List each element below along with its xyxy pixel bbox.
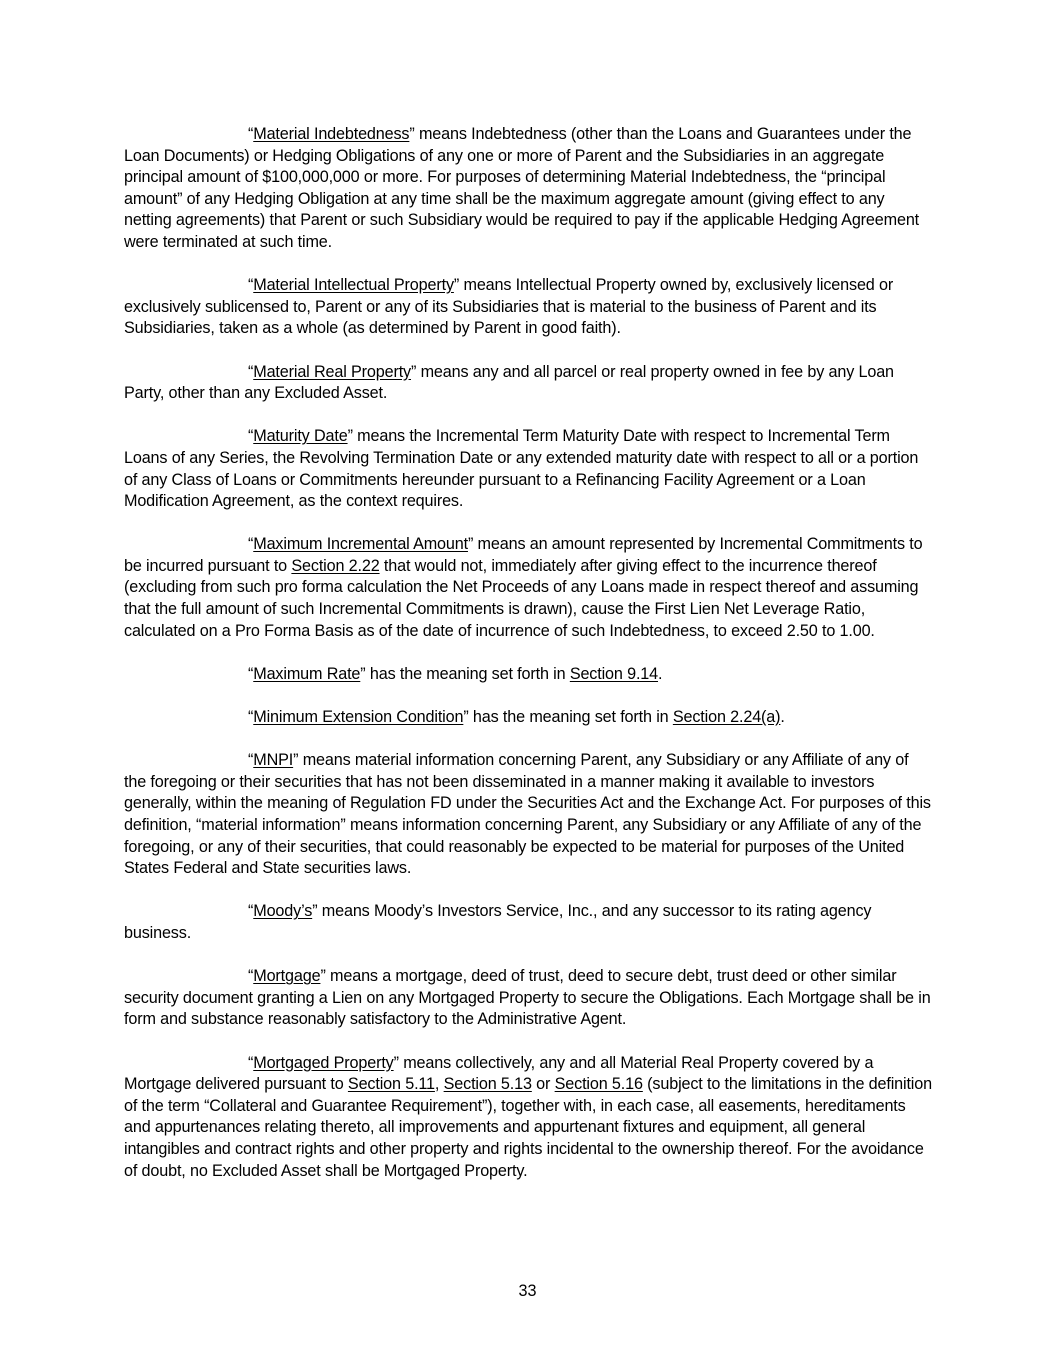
definition-text: ” means any and all parcel or real property owned in fee by any Loan Party, other than any Excluded Asset. (124, 362, 894, 403)
definition-mortgaged-property (124, 1053, 934, 1183)
definition-text: . (658, 664, 663, 683)
definition-text: ” means collectively, any and all Material Real Property covered by a Mortgage delivered pursuant to (124, 1053, 874, 1094)
separator: , (434, 1075, 444, 1094)
section-reference-link[interactable]: Section 5.16 (554, 1075, 643, 1094)
open-quote: “ (248, 125, 254, 143)
defined-term: Maturity Date (253, 427, 348, 446)
definition-text: ” means the Incremental Term Maturity Date with respect to Incremental Term Loans of any Series, the Revolving Termination Date or any extended maturity date with respect to all or a portion of any Class of Loans or Commitments hereunder pursuant to a Refinancing Facility Agreement or a Loan Modification Agreement, as the context requires. (124, 427, 919, 511)
definition-text: ” means a mortgage, deed of trust, deed to secure debt, trust deed or other similar security document granting a Lien on any Mortgaged Property to secure the Obligations. Each Mortgage shall be in form and substance reasonably satisfactory to the Administrative Agent. (124, 967, 931, 1029)
open-quote: “ (248, 664, 254, 683)
section-reference-link[interactable]: Section 2.22 (291, 556, 380, 575)
document-body (124, 124, 934, 1204)
open-quote: “ (248, 362, 254, 381)
defined-term: Material Intellectual Property (253, 276, 454, 295)
page-number: 33 (518, 1282, 537, 1300)
definition-text: ” has the meaning set forth in (360, 664, 570, 683)
definition-mnpi (124, 750, 934, 880)
definition-material-intellectual-property (124, 275, 934, 340)
definition-text: ” means Indebtedness (other than the Loans and Guarantees under the Loan Documents) or Hedging Obligations of any one or more of Parent and the Subsidiaries in an aggregate principal amount of $100,000,000 or more. For purposes of determining Material Indebtedness, the “principal amount” of any Hedging Obligation at any time shall be the maximum aggregate amount (giving effect to any netting agreements) that Parent or such Subsidiary would be required to pay if the applicable Hedging Agreement were terminated at such time. (124, 125, 920, 251)
definition-text: ” means material information concerning Parent, any Subsidiary or any Affiliate of any of the foregoing or their securities that has not been disseminated in a manner making it available to investors generally, within the meaning of Regulation FD under the Securities Act and the Exchange Act. For purposes of this definition, “material information” means information concerning Parent, any Subsidiary or any Affiliate of any of the foregoing, or any of their securities, that could reasonably be expected to be material for purposes of the United States Federal and State securities laws. (124, 751, 931, 878)
open-quote: “ (248, 902, 254, 921)
definition-text: business. (124, 923, 192, 942)
definition-minimum-extension-condition (124, 707, 934, 729)
definition-text: ” means Intellectual Property owned by, exclusively licensed or exclusively sublicensed to, Parent or any of its Subsidiaries that is material to the business of Parent and its Subsidiaries, taken as a whole (as determined by Parent in good faith). (124, 276, 894, 338)
definition-maximum-rate (124, 664, 934, 686)
definition-maximum-incremental-amount (124, 534, 934, 642)
open-quote: “ (248, 276, 254, 295)
definition-text: ” means an amount represented by Incremental Commitments to be incurred pursuant to (124, 535, 923, 575)
open-quote: “ (248, 751, 254, 770)
definition-mortgage (124, 966, 934, 1031)
defined-term: Maximum Rate (253, 664, 361, 683)
open-quote: “ (248, 708, 254, 727)
open-quote: “ (248, 1053, 254, 1072)
defined-term: Maximum Incremental Amount (253, 535, 468, 554)
section-reference-link[interactable]: Section 5.13 (443, 1075, 532, 1094)
separator: or (531, 1075, 555, 1094)
definition-text: (subject to the limitations in the definition of the term “Collateral and Guarantee Requirement”), together with, in each case, all easements, hereditaments and appurtenances relating thereto, all improvements and appurtenant fixtures and equipment, all general intangibles and contract rights and other property and rights incidental to the ownership thereof. For the avoidance of doubt, no Excluded Asset shall be Mortgaged Property. (124, 1075, 932, 1180)
defined-term: Mortgage (253, 967, 321, 986)
section-reference-link[interactable]: Section 9.14 (569, 664, 659, 683)
section-reference-link[interactable]: Section 5.11 (347, 1075, 435, 1094)
definition-text: . (780, 708, 785, 727)
defined-term: Minimum Extension Condition (253, 708, 464, 727)
open-quote: “ (248, 427, 254, 446)
defined-term: Mortgaged Property (253, 1053, 394, 1072)
open-quote: “ (248, 967, 254, 986)
definition-text: that would not, immediately after giving effect to the incurrence thereof (excluding from such pro forma calculation the Net Proceeds of any Loans made in respect thereof and assuming that the full amount of such Incremental Commitments is drawn), cause the First Lien Net Leverage Ratio, calculated on a Pro Forma Basis as of the date of incurrence of such Indebtedness, to exceed 2.50 to 1.00. (124, 556, 919, 640)
open-quote: “ (248, 535, 254, 554)
defined-term: Material Indebtedness (253, 125, 410, 143)
definition-moodys (124, 901, 934, 944)
section-reference-link[interactable]: Section 2.24(a) (672, 708, 781, 727)
definition-text: ” has the meaning set forth in (463, 708, 673, 727)
definition-text: ” means Moody’s Investors Service, Inc., and any successor to its rating agency (312, 902, 872, 921)
definition-material-real-property (124, 362, 934, 405)
defined-term: MNPI (253, 751, 294, 770)
definition-material-indebtedness (124, 124, 934, 254)
defined-term: Moody’s (253, 902, 313, 921)
defined-term: Material Real Property (253, 362, 411, 381)
definition-maturity-date (124, 426, 934, 512)
